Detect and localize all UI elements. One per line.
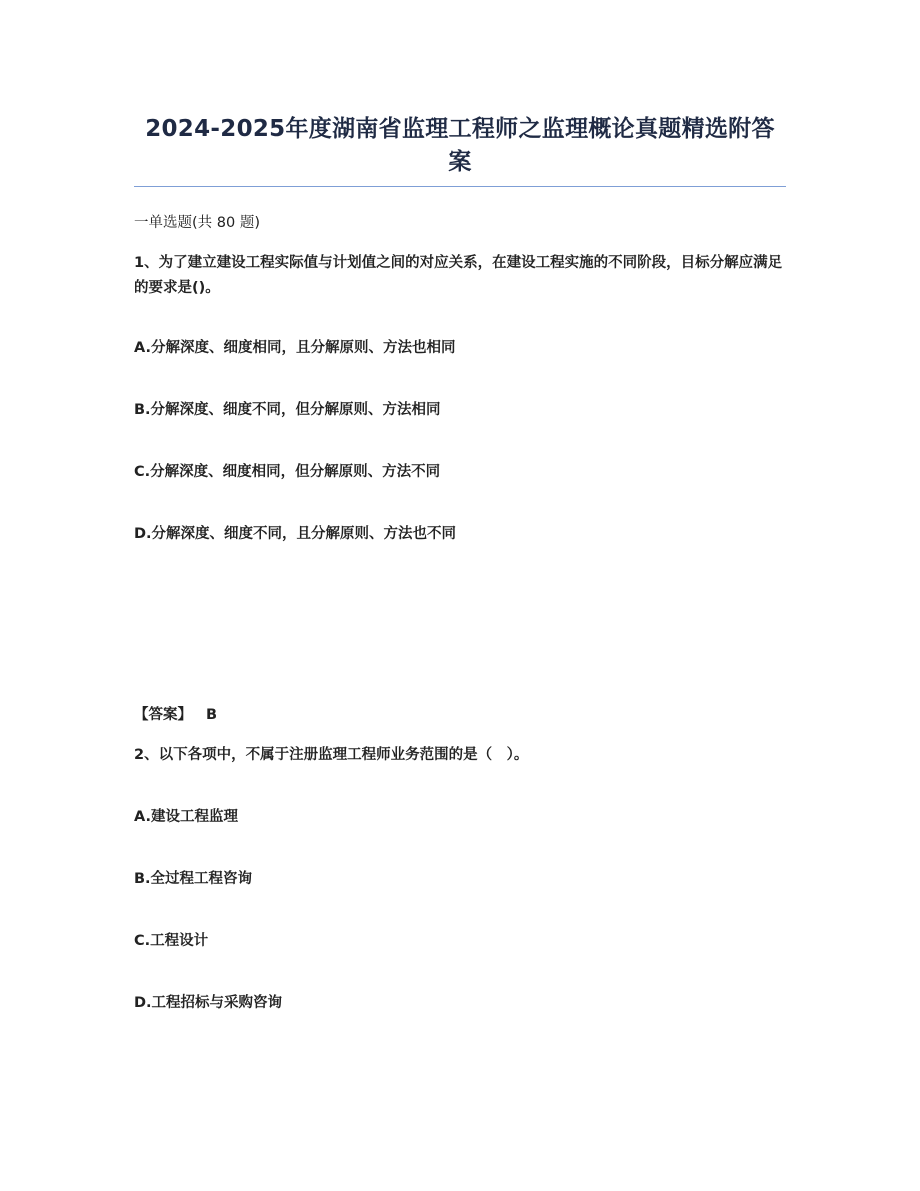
question-1-option-d: D.分解深度、细度不同，且分解原则、方法也不同 [134, 526, 457, 542]
answer-label: 【答案】 [134, 707, 192, 723]
answer-value: B [206, 707, 218, 723]
question-1-option-b: B.分解深度、细度不同，但分解原则、方法相同 [134, 402, 441, 418]
question-1-answer [134, 703, 217, 728]
question-1-option-a: A.分解深度、细度相同，且分解原则、方法也相同 [134, 340, 456, 356]
question-2-stem: 2、以下各项中，不属于注册监理工程师业务范围的是（ ）。 [134, 747, 529, 763]
question-2-option-d: D.工程招标与采购咨询 [134, 995, 283, 1011]
question-1-option-c: C.分解深度、细度相同，但分解原则、方法不同 [134, 464, 441, 480]
question-2-option-c: C.工程设计 [134, 933, 209, 949]
section-label: 一单选题(共 80 题) [134, 215, 260, 231]
question-2-option-b: B.全过程工程咨询 [134, 871, 253, 887]
document-title: 2024-2025年度湖南省监理工程师之监理概论真题精选附答案 [145, 116, 775, 175]
title-divider [134, 186, 786, 187]
question-2-option-a: A.建设工程监理 [134, 809, 238, 825]
question-1-stem: 1、为了建立建设工程实际值与计划值之间的对应关系，在建设工程实施的不同阶段，目标分解应满足的要求是()。 [134, 255, 783, 296]
